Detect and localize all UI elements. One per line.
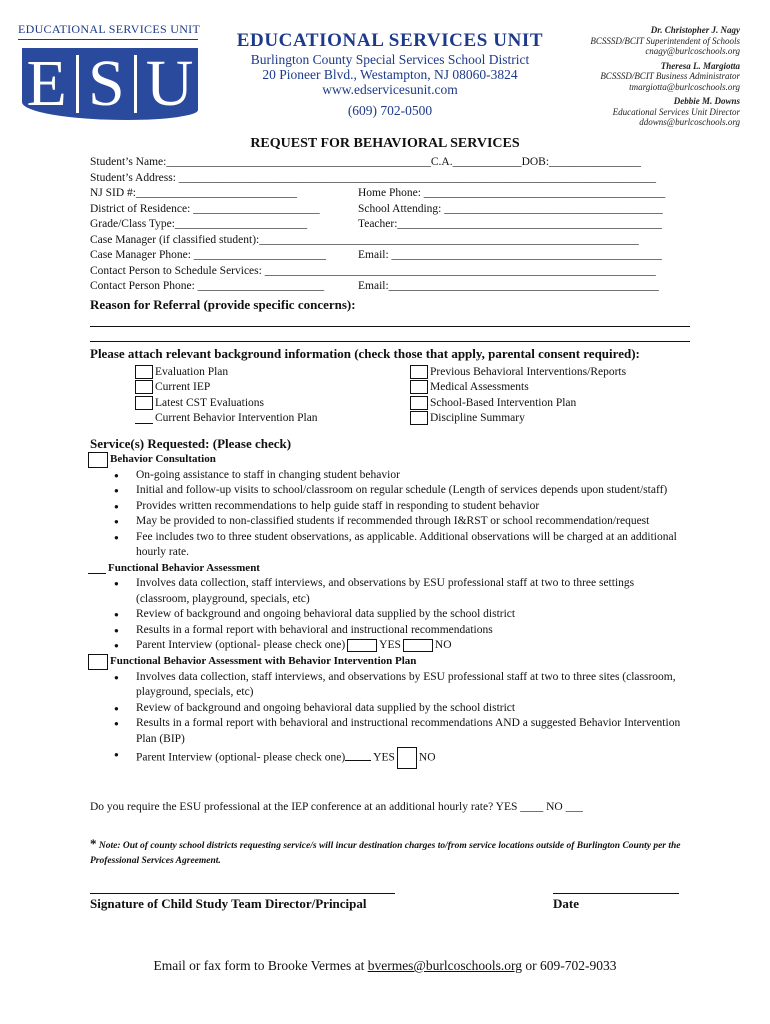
date-line[interactable]	[553, 880, 679, 894]
staff-name: Dr. Christopher J. Nagy	[650, 25, 740, 35]
reason-label: Reason for Referral (provide specific concerns):	[90, 296, 356, 312]
district-field[interactable]: District of Residence: ______________________	[90, 202, 320, 215]
list-item: ● Review of background and ongoing behavioral data supplied by the school district	[108, 701, 690, 717]
logo-separator	[76, 55, 79, 113]
service-title: Functional Behavior Assessment	[108, 561, 260, 574]
parent-interview-label: Parent Interview (optional- please check one)	[136, 751, 346, 764]
contact-person-field[interactable]: Contact Person to Schedule Services: ____________________________________________________________________	[90, 264, 656, 277]
list-item	[108, 747, 690, 769]
checkbox[interactable]	[410, 365, 428, 379]
staff-name: Debbie M. Downs	[673, 96, 740, 106]
case-manager-field[interactable]: Case Manager (if classified student):__________________________________________________________________	[90, 233, 639, 246]
checkbox[interactable]	[88, 654, 108, 670]
list-item: ● May be provided to non-classified students if recommended through I&RST or school recommendation/request	[108, 514, 690, 530]
checkbox[interactable]	[345, 749, 371, 761]
nj-sid-field[interactable]: NJ SID #:____________________________	[90, 187, 298, 199]
attach-option[interactable]	[410, 395, 690, 411]
attachments-right	[410, 364, 690, 426]
attach-label: Latest CST Evaluations	[155, 396, 265, 409]
logo-mark	[22, 48, 198, 120]
staff-title: BCSSSD/BCIT Business Administrator	[600, 71, 740, 81]
checkbox[interactable]	[410, 396, 428, 410]
attach-label: Current IEP	[155, 381, 211, 394]
list-item: ● Initial and follow-up visits to school/classroom on regular schedule (Length of services depends upon student/staff)	[108, 483, 690, 499]
list-item: ● Provides written recommendations to help guide staff in responding to student behavior	[108, 499, 690, 515]
logo-letter-u: U	[145, 47, 194, 120]
list-item: ● Fee includes two to three student observations, as applicable. Additional observations will be charged at an additional hourly rate.	[108, 530, 690, 561]
yes-label: YES	[379, 639, 401, 651]
attach-label: Previous Behavioral Interventions/Reports	[430, 365, 627, 378]
staff-email[interactable]: cnagy@burlcoschools.org	[645, 46, 740, 56]
attach-option[interactable]	[410, 380, 690, 396]
org-phone: (609) 702-0500	[347, 103, 433, 118]
sid-phone-row	[90, 186, 690, 202]
list-item	[108, 638, 690, 654]
checkbox[interactable]	[347, 639, 377, 652]
logo-divider	[18, 39, 198, 40]
attach-option[interactable]	[410, 411, 690, 427]
list-item: ● Review of background and ongoing behavioral data supplied by the school district	[108, 607, 690, 623]
district-name: Burlington County Special Services School District	[250, 52, 530, 67]
checkbox[interactable]	[135, 380, 153, 394]
list-item: ● Involves data collection, staff interviews, and observations by ESU professional staff at two to three sites (classroom, playground, specials, etc)	[108, 670, 690, 701]
behavior-consultation-option[interactable]	[88, 452, 690, 468]
teacher-field[interactable]: Teacher:______________________________________________	[358, 218, 662, 230]
school-field[interactable]: School Attending: ______________________________________	[358, 202, 663, 215]
services-section	[90, 436, 690, 769]
esu-logo	[18, 22, 201, 124]
checkbox[interactable]	[135, 412, 153, 424]
footer-email-link[interactable]: bvermes@burlcoschools.org	[367, 958, 522, 973]
fba-option[interactable]	[88, 561, 690, 577]
service-title: Functional Behavior Assessment with Behavior Intervention Plan	[110, 654, 417, 667]
checkbox[interactable]	[135, 365, 153, 379]
attachments-left	[135, 364, 455, 426]
attachments-heading: Please attach relevant background information (check those that apply, parental consent required):	[90, 346, 640, 361]
logo-letter-e: E	[26, 47, 67, 120]
reason-line-2[interactable]	[90, 327, 690, 342]
note-text: Note: Out of county school districts requesting service/s will incur destination charges to/from service locations outside of Burlington County per the Professional Services Agreement.	[90, 841, 681, 866]
no-label: NO	[434, 639, 452, 651]
checkbox[interactable]	[135, 396, 153, 410]
list-item: ● Results in a formal report with behavioral and instructional recommendations	[108, 623, 690, 639]
contact-email-field[interactable]: Email:_______________________________________________	[358, 280, 659, 292]
contact-row	[90, 279, 690, 295]
org-name: EDUCATIONAL SERVICES UNIT	[236, 30, 544, 51]
contact-phone-field[interactable]: Contact Person Phone: ______________________	[90, 280, 325, 292]
reason-line-1[interactable]	[90, 312, 690, 327]
organization-header	[210, 30, 570, 119]
services-heading: Service(s) Requested: (Please check)	[90, 436, 292, 451]
staff-directory	[540, 25, 740, 128]
cm-email-field[interactable]: Email: _______________________________________________	[358, 249, 662, 261]
checkbox[interactable]	[410, 380, 428, 394]
submission-footer	[0, 958, 770, 974]
student-name-field[interactable]: Student’s Name:______________________________________________C.A.____________DOB:________________	[90, 156, 642, 168]
attachments-section	[90, 346, 690, 426]
parent-interview-label: Parent Interview (optional- please check one)	[136, 639, 346, 651]
grade-field[interactable]: Grade/Class Type:_______________________	[90, 218, 308, 230]
form-title: REQUEST FOR BEHAVIORAL SERVICES	[250, 136, 520, 151]
attach-label: Discipline Summary	[430, 412, 525, 425]
no-label: NO	[418, 751, 436, 764]
footer-suffix: or 609-702-9033	[521, 958, 617, 973]
list-item: ● On-going assistance to staff in changing student behavior	[108, 468, 690, 484]
checkbox[interactable]	[88, 452, 108, 468]
attach-label: Evaluation Plan	[155, 365, 229, 378]
attach-label: School-Based Intervention Plan	[430, 396, 577, 409]
attach-option[interactable]	[135, 395, 455, 411]
district-school-row	[90, 202, 690, 218]
iep-conference-question[interactable]: Do you require the ESU professional at the IEP conference at an additional hourly rate? YES ____ NO ___	[90, 801, 583, 813]
logo-letter-s: S	[87, 47, 125, 120]
out-of-county-note	[90, 836, 690, 869]
fba-list	[108, 576, 690, 654]
fba-bip-list	[108, 670, 690, 770]
staff-title: Educational Services Unit Director	[612, 106, 740, 117]
attach-option[interactable]	[410, 364, 690, 380]
note-asterisk: *	[90, 836, 97, 851]
attach-option[interactable]	[135, 364, 455, 380]
signature-line[interactable]	[90, 880, 395, 894]
student-info-section	[90, 155, 690, 342]
date-label: Date	[553, 896, 579, 911]
staff-title: BCSSSD/BCIT Superintendent of Schools	[590, 35, 740, 46]
behavior-consultation-list	[108, 468, 690, 561]
student-address-field[interactable]: Student’s Address: ___________________________________________________________________________________	[90, 171, 657, 184]
checkbox[interactable]	[88, 562, 106, 574]
logo-caption: EDUCATIONAL SERVICES UNIT	[18, 22, 201, 36]
grade-teacher-row	[90, 217, 690, 233]
attach-label: Medical Assessments	[430, 381, 529, 394]
staff-email[interactable]: tmargiotta@burlcoschools.org	[629, 81, 740, 92]
attach-label: Current Behavior Intervention Plan	[155, 412, 318, 425]
staff-name: Theresa L. Margiotta	[660, 60, 740, 71]
attach-option[interactable]	[135, 411, 455, 427]
attach-option[interactable]	[135, 380, 455, 396]
signature-label: Signature of Child Study Team Director/Principal	[90, 896, 367, 911]
home-phone-field[interactable]: Home Phone: __________________________________________	[358, 187, 666, 199]
list-item: ● Involves data collection, staff interviews, and observations by ESU professional staff at two to three settings (classroom, playground, specials, etc)	[108, 576, 690, 607]
org-website[interactable]: www.edservicesunit.com	[322, 82, 458, 97]
service-title: Behavior Consultation	[110, 452, 216, 465]
checkbox[interactable]	[410, 411, 428, 425]
logo-separator	[134, 55, 137, 113]
checkbox[interactable]	[397, 747, 417, 769]
staff-email[interactable]: ddowns@burlcoschools.org	[639, 117, 740, 127]
fba-bip-option[interactable]	[88, 654, 690, 670]
list-item: ● Results in a formal report with behavioral and instructional recommendations AND a suggested Behavior Intervention Plan (BIP)	[108, 716, 690, 747]
cm-phone-field[interactable]: Case Manager Phone: _______________________	[90, 249, 327, 261]
yes-label: YES	[373, 751, 395, 764]
checkbox[interactable]	[403, 639, 433, 652]
org-address: 20 Pioneer Blvd., Westampton, NJ 08060-3824	[262, 67, 518, 82]
cm-contact-row	[90, 248, 690, 264]
footer-prefix: Email or fax form to Brooke Vermes at	[153, 958, 368, 973]
